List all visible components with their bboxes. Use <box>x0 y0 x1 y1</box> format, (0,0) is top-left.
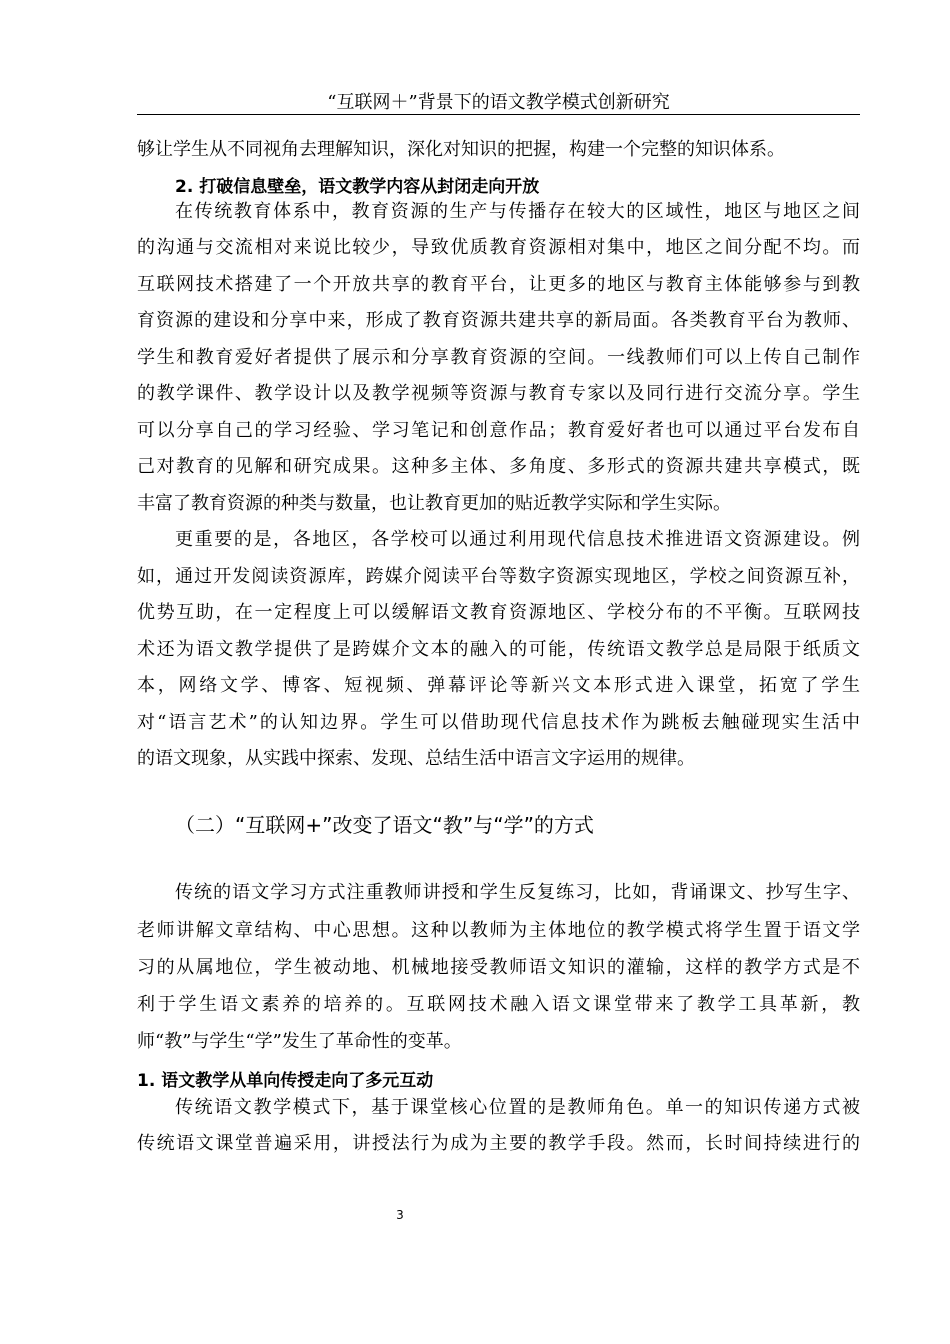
paragraph-line: 利于学生语文素养的培养的。互联网技术融入语文课堂带来了教学工具革新，教 <box>137 994 860 1015</box>
paragraph-line: 习的从属地位，学生被动地、机械地接受教师语文知识的灌输，这样的教学方式是不 <box>137 957 860 978</box>
paragraph-line: 可以分享自己的学习经验、学习笔记和创意作品；教育爱好者也可以通过平台发布自 <box>137 420 860 441</box>
paragraph-line: 师“教”与学生“学”发生了革命性的变革。 <box>137 1031 462 1052</box>
paragraph-line: 在传统教育体系中，教育资源的生产与传播存在较大的区域性，地区与地区之间 <box>175 201 860 222</box>
paragraph-line: 老师讲解文章结构、中心思想。这种以教师为主体地位的教学模式将学生置于语文学 <box>137 920 860 941</box>
paragraph-line: 育资源的建设和分享中来，形成了教育资源共建共享的新局面。各类教育平台为教师、 <box>137 310 860 331</box>
paragraph-line: 丰富了教育资源的种类与数量，也让教育更加的贴近教学实际和学生实际。 <box>137 493 731 514</box>
header-rule <box>137 114 860 115</box>
paragraph-line: 够让学生从不同视角去理解知识，深化对知识的把握，构建一个完整的知识体系。 <box>137 139 785 160</box>
paragraph-line: 传统语文课堂普遍采用，讲授法行为成为主要的教学手段。然而，长时间持续进行的 <box>137 1133 860 1154</box>
subsection-heading: （二）“互联网+”改变了语文“教”与“学”的方式 <box>175 813 594 837</box>
paragraph-line: 的沟通与交流相对来说比较少，导致优质教育资源相对集中，地区之间分配不均。而 <box>137 237 860 258</box>
paragraph-line: 学生和教育爱好者提供了展示和分享教育资源的空间。一线教师们可以上传自己制作 <box>137 347 860 368</box>
paragraph-line: 对“语言艺术”的认知边界。学生可以借助现代信息技术作为跳板去触碰现实生活中 <box>137 712 860 733</box>
paragraph-line: 的教学课件、教学设计以及教学视频等资源与教育专家以及同行进行交流分享。学生 <box>137 383 860 404</box>
page-number: 3 <box>396 1208 404 1222</box>
item-heading: 1. 语文教学从单向传授走向了多元互动 <box>137 1071 434 1091</box>
paragraph-line: 优势互助，在一定程度上可以缓解语文教育资源地区、学校分布的不平衡。互联网技 <box>137 602 860 623</box>
section-heading: 2. 打破信息壁垒，语文教学内容从封闭走向开放 <box>175 177 540 197</box>
paragraph-line: 术还为语文教学提供了是跨媒介文本的融入的可能，传统语文教学总是局限于纸质文 <box>137 639 860 660</box>
paragraph-line: 本，网络文学、博客、短视频、弹幕评论等新兴文本形式进入课堂，拓宽了学生 <box>137 675 860 696</box>
running-header: “互联网＋”背景下的语文教学模式创新研究 <box>327 92 670 113</box>
paragraph-line: 互联网技术搭建了一个开放共享的教育平台，让更多的地区与教育主体能够参与到教 <box>137 274 860 295</box>
paragraph-line: 更重要的是，各地区，各学校可以通过利用现代信息技术推进语文资源建设。例 <box>175 529 860 550</box>
paragraph-line: 的语文现象，从实践中探索、发现、总结生活中语言文字运用的规律。 <box>137 748 695 769</box>
paragraph-line: 己对教育的见解和研究成果。这种多主体、多角度、多形式的资源共建共享模式，既 <box>137 456 860 477</box>
paragraph-line: 传统的语文学习方式注重教师讲授和学生反复练习，比如，背诵课文、抄写生字、 <box>175 882 860 903</box>
paragraph-line: 如，通过开发阅读资源库，跨媒介阅读平台等数字资源实现地区，学校之间资源互补， <box>137 566 860 587</box>
paragraph-line: 传统语文教学模式下，基于课堂核心位置的是教师角色。单一的知识传递方式被 <box>175 1097 860 1118</box>
